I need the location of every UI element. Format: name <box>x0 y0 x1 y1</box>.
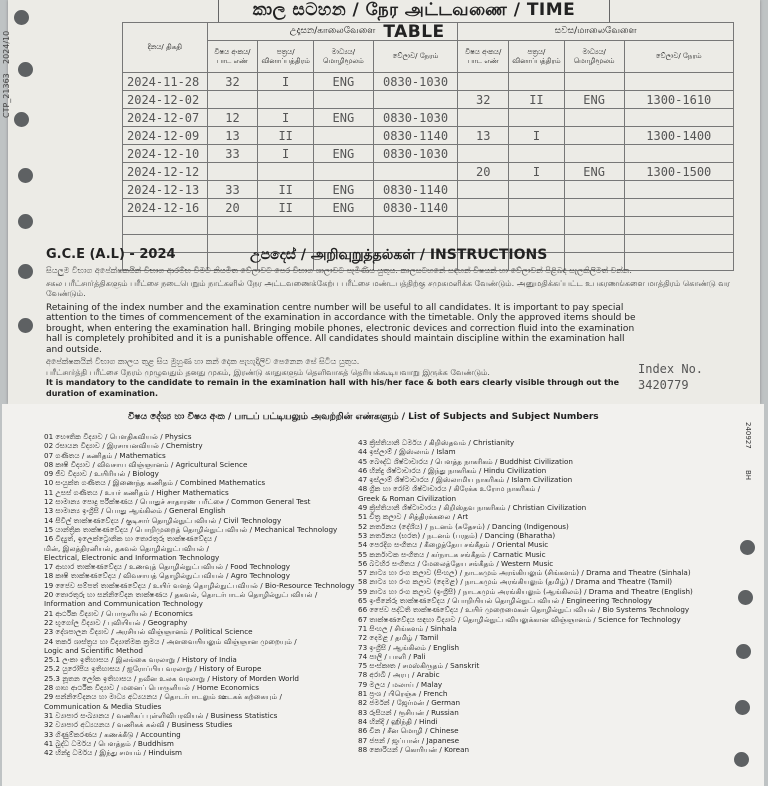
subject-item: 18 කෘෂි තාක්ෂණවේදය / விவசாயத் தொழில்நுட்பவியல் / Agro Technology <box>44 571 290 581</box>
header-m-time: වේලාව/ நேரம் <box>373 41 458 73</box>
timetable-row <box>123 181 734 199</box>
subject-item: 44 ඉස්ලාම් / இஸ்லாம் / Islam <box>358 447 456 457</box>
subject-item: 14 සිවිල් තාක්ෂණවේදය / குடிசார் தொழில்நுட்பவியல் / Civil Technology <box>44 515 282 525</box>
index-label: Index No. <box>638 362 704 376</box>
subject-item: 65 ඉංජිනේරු තාක්ෂණවේදය / பொறியியல் தொழில்நுட்பவியல் / Engineering Technology <box>358 596 653 606</box>
cell-m-paper <box>258 163 314 181</box>
cell-a-subject: 20 <box>458 163 509 181</box>
cell-m-paper: II <box>258 127 314 145</box>
cell-date: 2024-12-07 <box>123 109 208 127</box>
subject-item: 07 ගණිතය / கணிதம் / Mathematics <box>44 450 166 460</box>
subject-item: 25.1 ලංකා ඉතිහාසය / இலங்கை வரலாறு / History of India <box>44 655 237 665</box>
cell-m-subject: 33 <box>207 181 258 199</box>
cell-date: 2024-12-10 <box>123 145 208 163</box>
subject-item: Greek & Roman Civilization <box>358 493 457 503</box>
subject-item: 79 මලය / மலாய் / Malay <box>358 679 443 689</box>
subject-item: 31 ව්‍යාපාර සංඛ්‍යානය / வணிகப் புள்ளிவிபரவியல் / Business Statistics <box>44 710 278 720</box>
subjects-right-column <box>358 438 693 754</box>
cell-a-time <box>624 109 733 127</box>
cell-a-time <box>624 235 733 253</box>
cell-a-medium <box>564 145 624 163</box>
subject-item: 24 තර්ක ශාස්ත්‍රය හා විද්‍යාත්මක ක්‍රමය / அளவையியலும் விஞ்ஞான முறையும் / <box>44 636 297 646</box>
subject-item: 66 ජෛව පද්ධති තාක්ෂණවේදය / உயிர் முறைமைகள் தொழில்நுட்பவியல் / Bio Systems Technology <box>358 605 690 615</box>
cell-a-paper <box>509 109 565 127</box>
subject-item: 88 කොරියන් / கொரியன் / Korean <box>358 744 470 754</box>
subject-item: 09 ජීව විද්‍යාව / உயிரியல் / Biology <box>44 469 159 479</box>
index-number-block <box>638 361 703 393</box>
cell-m-paper: I <box>258 145 314 163</box>
cell-m-subject <box>207 217 258 235</box>
cell-a-medium: ENG <box>564 163 624 181</box>
cell-a-paper <box>509 217 565 235</box>
subjects-title: විෂය දේශ්‍ය හා විෂය අංක / பாடப் பட்டியலும் அவற்றின் எண்களும் / List of Subjects and Subject Numbers <box>128 412 599 422</box>
side-code-3: BH <box>744 470 752 481</box>
cell-m-time <box>373 217 458 235</box>
cell-m-time: 0830-1030 <box>373 73 458 91</box>
subject-item: 74 පාලි / பாளி / Pali <box>358 651 426 661</box>
side-year: 2024/10 <box>2 30 11 64</box>
punch-hole-9 <box>736 644 751 659</box>
subject-item: 52 නර්තනය (දේශීය) / நடனம் (சுதேசம்) / Dancing (Indigenous) <box>358 521 569 531</box>
cell-m-paper: I <box>258 109 314 127</box>
punch-hole-5 <box>18 318 33 333</box>
cell-a-subject <box>458 109 509 127</box>
cell-m-subject <box>207 163 258 181</box>
cell-date: 2024-12-16 <box>123 199 208 217</box>
punch-hole-8 <box>738 590 753 605</box>
cell-date <box>123 217 208 235</box>
subject-item: Electrical, Electronic and Information Technology <box>44 552 220 562</box>
instruction-sinhala-2: අපේක්ෂකයින් විභාග කාලය තුළ සිය මුහුණ හා කන් දෙක පැහැදිලිව පෙනෙන සේ සිටිය යුතුය. <box>46 357 360 366</box>
header-m-paper: පත්‍රය/ வினாப்பத்திரம் <box>258 41 314 73</box>
cell-a-medium <box>564 73 624 91</box>
cell-m-medium <box>314 127 374 145</box>
subject-item: 53 නර්තනය (භරත) / நடனம் (பரதம்) / Dancing (Bharatha) <box>358 530 556 540</box>
cell-m-subject: 12 <box>207 109 258 127</box>
subject-item: 57 නාට්‍ය හා රංග කලාව (සිංහල) / நாடகமும் அரங்கியலும் (சிங்களம்) / Drama and Theatre (Sinhala) <box>358 568 691 578</box>
cell-m-medium: ENG <box>314 145 374 163</box>
cell-a-paper: I <box>509 163 565 181</box>
subject-item: 45 බෞද්ධ ශිෂ්ටාචාරය / பௌத்த நாகரிகம் / Buddhist Civilization <box>358 456 573 466</box>
subject-item: 75 සංස්කෘත / சமஸ்கிருதம் / Sanskrit <box>358 661 480 671</box>
subjects-left-column <box>44 432 355 757</box>
subject-item: 15 යාන්ත්‍රික තාක්ෂණවේදය / பொறிமுறைத் தொழில்நுட்பவியல் / Mechanical Technology <box>44 524 338 534</box>
header-a-paper: පත්‍රය/ வினாப்பத்திரம் <box>509 41 565 73</box>
cell-m-subject: 33 <box>207 145 258 163</box>
punch-hole-4 <box>18 264 33 279</box>
cell-a-paper: I <box>509 127 565 145</box>
cell-a-time <box>624 73 733 91</box>
punch-hole-12 <box>740 540 755 555</box>
cell-m-medium <box>314 217 374 235</box>
subject-item: 29 සන්නිවේදනය හා මාධ්‍ය අධ්‍යයනය / தொடர்பாடலும் ஊடகக் கற்கையும் / <box>44 692 282 702</box>
cell-a-paper: II <box>509 91 565 109</box>
subject-item: 73 ඉංග්‍රීසි / ஆங்கிலம் / English <box>358 642 460 652</box>
subject-item: 01 භෞතික විද්‍යාව / பௌதிகவியல் / Physics <box>44 432 192 441</box>
subject-item: 25.2 යුරෝපීය ඉතිහාසය / ஐரோப்பிய வரலாறு / History of Europe <box>44 664 262 674</box>
cell-m-time: 0830-1030 <box>373 145 458 163</box>
timetable <box>122 22 734 271</box>
side-code: CTP_21363 <box>2 73 11 118</box>
subject-item: 12 සාමාන්‍ය පොදු පරීක්ෂණය / பொதுச் சாதாரண பரீட்சை / Common General Test <box>44 497 311 507</box>
instruction-tamil-1: சகல பரீட்சார்த்திகளும் பரீட்சை நடைபெறும் நாட்களில் நேர அட்டவணைக்கேற்ப பரீட்சை மண்டபத்திற்கு சமுகமளிக்க வேண்டும். அனுமதிக்கப்பட்ட உபகரணங்களை மாத்திரம் கொண்டு வர வேண்டும். <box>46 278 731 298</box>
subject-item: 42 හින්දු ධර්මය / இந்து சமயம் / Hinduism <box>44 748 183 758</box>
subject-item: 28 ගෘහ ආර්ථික විද්‍යාව / மனைப் பொருளியல் / Home Economics <box>44 683 259 693</box>
subject-item: 81 ප්‍රංශ / பிரெஞ்சு / French <box>358 689 448 699</box>
cell-m-time <box>373 91 458 109</box>
cell-m-medium: ENG <box>314 73 374 91</box>
subject-item: Logic and Scientific Method <box>44 645 143 655</box>
subject-item: 59 නාට්‍ය හා රංග කලාව (ඉංග්‍රීසි) / நாடகமும் அரங்கியலும் (ஆங்கிலம்) / Drama and Theatre (English) <box>358 586 693 596</box>
cell-a-medium <box>564 181 624 199</box>
cell-m-time: 0830-1140 <box>373 181 458 199</box>
header-a-time: වේලාව/ நேரம் <box>624 41 733 73</box>
instruction-sinhala-1: සියලුම විභාග අපේක්ෂකයින් විභාග ආරම්භ වීමට නියමිත වේලාවට පෙර විභාග ශාලාවට පැමිණිය යුතුය. කාලසටහනේ සඳහන් විෂයන් හා වේලාවන් පිළිබඳ සැලකිලිමත් වන්න. <box>46 266 632 275</box>
subject-item: 43 ක්‍රිස්තියානි ධර්මය / கிறிஸ்தவம் / Christianity <box>358 438 515 447</box>
header-m-subject: විෂය අංකය/ பாட எண் <box>207 41 258 73</box>
subject-item: 46 හින්දු ශිෂ්ටාචාරය / இந்து நாகரிகம் / Hindu Civilization <box>358 465 547 475</box>
cell-a-medium: ENG <box>564 91 624 109</box>
cell-m-subject: 20 <box>207 199 258 217</box>
cell-a-subject <box>458 199 509 217</box>
cell-a-paper <box>509 145 565 163</box>
subject-item: 41 බුද්ධ ධර්මය / பௌத்தம் / Buddhism <box>44 738 174 748</box>
cell-a-time: 1300-1400 <box>624 127 733 145</box>
cell-m-paper <box>258 91 314 109</box>
cell-a-subject <box>458 145 509 163</box>
cell-m-time: 0830-1140 <box>373 199 458 217</box>
subject-item: 86 චීන / சீன மொழி / Chinese <box>358 726 459 736</box>
cell-m-paper: II <box>258 181 314 199</box>
cell-a-subject <box>458 217 509 235</box>
subject-item: 48 ග්‍රීක හා රෝම ශිෂ්ටාචාරය / கிரேக்க உரோம நாகரிகம் / <box>358 484 541 494</box>
punch-hole-11 <box>734 752 749 767</box>
cell-a-time: 1300-1500 <box>624 163 733 181</box>
timetable-row <box>123 73 734 91</box>
side-code-2: 240927 <box>744 422 752 449</box>
timetable-row <box>123 109 734 127</box>
subject-item: 51 චිත්‍ර කලාව / சித்திரக்கலை / Art <box>358 512 469 522</box>
cell-m-paper <box>258 217 314 235</box>
cell-a-medium <box>564 235 624 253</box>
subject-item: 17 ආහාර තාක්ෂණවේදය / உணவுத் தொழில்நுட்பவியல் / Food Technology <box>44 562 291 572</box>
subject-item: 22 භූගෝල විද්‍යාව / புவியியல் / Geography <box>44 617 188 627</box>
subject-item: 08 කෘෂි විද්‍යාව / விவசாய விஞ்ஞானம் / Agricultural Science <box>44 459 248 469</box>
cell-a-medium <box>564 127 624 145</box>
cell-a-subject <box>458 73 509 91</box>
cell-a-medium <box>564 109 624 127</box>
page-title: කාල සටහන / நேர அட்டவணை / TIME TABLE <box>218 0 610 23</box>
cell-a-time: 1300-1610 <box>624 91 733 109</box>
subject-item: 19 ජෛව සම්පත් තාක්ෂණවේදය / உயிர் வளத் தொழில்நுட்பவியல் / Bio-Resource Technology <box>44 580 355 590</box>
cell-a-subject: 32 <box>458 91 509 109</box>
cell-m-time: 0830-1140 <box>373 127 458 145</box>
instruction-english-1: Retaining of the index number and the examination centre number will be useful to all candidates. It is important to pay special attention to the times of commencement of the examination in accordance with the timetable. Only the approved items should be brought, when entering the examination hall. Bringing mobile phones, electronic devices and correction fluid into the examination hall is completely prohibited and it is a punishable offence. All candidates should maintain discipline within the examination hall and outside. <box>46 302 636 355</box>
punch-hole-6 <box>14 10 29 25</box>
cell-m-subject: 13 <box>207 127 258 145</box>
subject-item: 10 සංයුක්ත ගණිතය / இணைந்த கணிதம் / Combined Mathematics <box>44 478 266 488</box>
cell-date: 2024-12-13 <box>123 181 208 199</box>
punch-hole-3 <box>18 214 33 229</box>
subject-item: Information and Communication Technology <box>44 599 203 609</box>
cell-m-subject: 32 <box>207 73 258 91</box>
cell-a-subject <box>458 181 509 199</box>
subject-item: 56 බටහිර සංගීතය / மேலைத்தேய சங்கீதம் / Western Music <box>358 558 554 568</box>
cell-m-paper: I <box>258 73 314 91</box>
subject-item: 58 නාට්‍ය හා රංග කලාව (දෙමළ) / நாடகமும் அரங்கியலும் (தமிழ்) / Drama and Theatre (Tamil) <box>358 577 673 587</box>
subject-item: 23 දේශපාලන විද්‍යාව / அரசியல் விஞ்ஞானம் / Political Science <box>44 627 253 637</box>
cell-m-medium: ENG <box>314 109 374 127</box>
cell-m-subject <box>207 91 258 109</box>
subject-item: 71 සිංහල / சிங்களம் / Sinhala <box>358 623 457 633</box>
subject-item: 33 ගිණුම්කරණය / கணக்கீடு / Accounting <box>44 729 181 739</box>
header-a-subject: විෂය අංකය/ பாட எண் <box>458 41 509 73</box>
subject-item: 20 තොරතුරු හා සන්නිවේදන තාක්ෂණය / தகவல், தொடர்பாடல் தொழில்நுட்பவியல் / <box>44 590 318 600</box>
subject-item: மின், இலத்திரனியல், தகவல் தொழில்நுட்பவியல் / <box>44 543 209 553</box>
subject-item: 67 තාක්ෂණවේදය සඳහා විද්‍යාව / தொழில்நுட்பவியலுக்கான விஞ்ஞானம் / Science for Technology <box>358 614 681 624</box>
exam-name: G.C.E (A.L) - 2024 <box>46 247 176 262</box>
cell-a-time <box>624 145 733 163</box>
subject-item: 54 පෙරදිග සංගීතය / கீழைத்தேய சங்கீதம் / Oriental Music <box>358 540 549 550</box>
punch-hole-10 <box>735 700 750 715</box>
punch-hole-1 <box>18 62 33 77</box>
cell-m-medium <box>314 163 374 181</box>
subject-item: 02 රසායන විද්‍යාව / இரசாயனவியல் / Chemistry <box>44 441 203 451</box>
cell-a-paper <box>509 181 565 199</box>
subject-item: 83 රුසියන් / ரூசியன் / Russian <box>358 707 459 717</box>
cell-a-paper <box>509 199 565 217</box>
punch-hole-7 <box>14 112 29 127</box>
subject-item: 78 අරාබි / அரபு / Arabic <box>358 670 440 680</box>
cell-a-medium <box>564 199 624 217</box>
instruction-tamil-2: பரீட்சார்த்தி பரீட்சை நேரம் முழுவதும் தனது முகம், இரண்டு காதுகளும் தெளிவாகத் தெரியக்கூடியவாறு இருக்க வேண்டும். <box>46 367 490 377</box>
instructions-title: උපදෙස් / அறிவுறுத்தல்கள் / INSTRUCTIONS <box>250 247 548 263</box>
cell-date: 2024-12-02 <box>123 91 208 109</box>
subject-item: 25.3 නූතන ලෝක ඉතිහාසය / நவீன உலக வரலாறு / History of Morden World <box>44 673 299 683</box>
cell-m-time <box>373 163 458 181</box>
timetable-row <box>123 91 734 109</box>
timetable-row <box>123 127 734 145</box>
cell-m-paper: II <box>258 199 314 217</box>
subject-item: 49 ක්‍රිස්තියානි ශිෂ්ටාචාරය / கிறிஸ்தவ நாகரிகம் / Christian Civilization <box>358 503 587 513</box>
subject-item: Communication & Media Studies <box>44 701 162 711</box>
header-a-medium: මාධ්‍යය/ மொழிமூலம் <box>564 41 624 73</box>
timetable-row <box>123 163 734 181</box>
subject-item: 11 උසස් ගණිතය / உயர் கணிதம் / Higher Mathematics <box>44 487 229 497</box>
index-number: 3420779 <box>638 378 689 392</box>
header-morning: උදෑසන/காலைவேளை <box>207 23 458 41</box>
cell-m-medium <box>314 91 374 109</box>
instructions <box>46 266 736 399</box>
cell-m-medium: ENG <box>314 181 374 199</box>
cell-date: 2024-12-12 <box>123 163 208 181</box>
timetable-row <box>123 145 734 163</box>
subject-item: 84 හින්දි / ஹிந்தி / Hindi <box>358 716 438 726</box>
header-date: දිනය/ திகதி <box>123 23 208 73</box>
subject-item: 87 ජපන් / ஜப்பான் / Japanese <box>358 735 460 745</box>
punch-hole-2 <box>18 168 33 183</box>
subject-item: 47 ඉස්ලාම් ශිෂ්ටාචාරය / இஸ்லாமிய நாகரிகம் / Islam Civilization <box>358 475 573 485</box>
subject-item: 82 ජර්මන් / ஜேர்மன் / German <box>358 698 461 708</box>
cell-m-medium: ENG <box>314 199 374 217</box>
cell-a-time <box>624 181 733 199</box>
subject-item: 32 ව්‍යාපාර අධ්‍යයනය / வணிகக் கல்வி / Business Studies <box>44 720 233 730</box>
header-m-medium: මාධ්‍යය/ மொழிமூலம் <box>314 41 374 73</box>
subject-item: 55 කර්නාටක සංගීතය / கர்நாடக சங்கீதம் / Carnatic Music <box>358 549 546 559</box>
cell-a-time <box>624 199 733 217</box>
instruction-english-2: It is mandatory to the candidate to remain in the examination hall with his/her face & both ears clearly visible through out the duration of examination. <box>46 378 620 398</box>
cell-m-time: 0830-1030 <box>373 109 458 127</box>
timetable-row <box>123 199 734 217</box>
subject-item: 72 දෙමළ / தமிழ் / Tamil <box>358 633 439 643</box>
cell-date: 2024-12-09 <box>123 127 208 145</box>
header-afternoon: සවස/மாலைவேளை <box>458 23 734 41</box>
subject-item: 13 සාමාන්‍ය ඉංග්‍රීසි / பொது ஆங்கிலம் / General English <box>44 506 226 516</box>
cell-a-subject: 13 <box>458 127 509 145</box>
cell-a-time <box>624 217 733 235</box>
timetable-row <box>123 217 734 235</box>
cell-a-paper <box>509 73 565 91</box>
cell-a-medium <box>564 217 624 235</box>
cell-date: 2024-11-28 <box>123 73 208 91</box>
subject-item: 16 විද්‍යුත්, ඉලෙක්ට්‍රොනික හා තොරතුරු තාක්ෂණවේදය / <box>44 534 217 544</box>
subject-item: 21 ආර්ථික විද්‍යාව / பொருளியல் / Economics <box>44 608 193 618</box>
